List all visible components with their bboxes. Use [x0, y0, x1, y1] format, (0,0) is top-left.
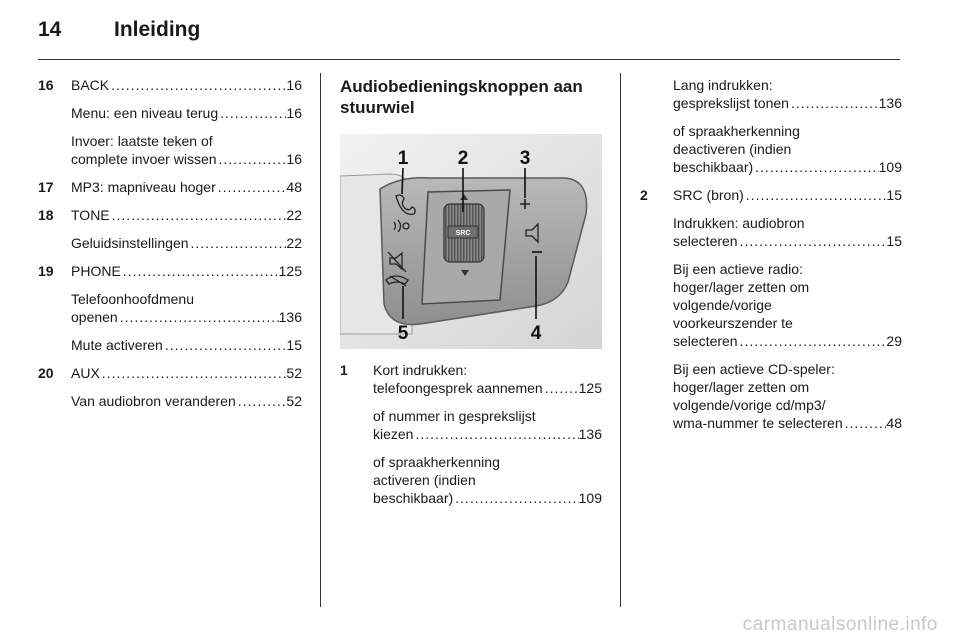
entry-text: openen: [71, 309, 118, 325]
page-reference: 48: [886, 415, 902, 431]
callout-2: 2: [457, 148, 469, 169]
dot-leader: [217, 150, 287, 168]
entry-line: [373, 379, 602, 397]
entry-line: [673, 76, 902, 94]
dot-leader: [738, 332, 887, 350]
toc-entry: [38, 290, 302, 326]
toc-entry: [640, 214, 902, 250]
entry-text: deactiveren (indien: [673, 141, 792, 157]
figure-src-label: SRC: [455, 230, 471, 237]
entry-text: Bij een actieve radio:: [673, 261, 803, 277]
callout-5: 5: [397, 323, 409, 344]
entry-line: [373, 361, 602, 379]
entry-text: PHONE: [71, 263, 121, 279]
entry-line: [71, 262, 302, 280]
entry-text: Mute activeren: [71, 337, 163, 353]
dot-leader: [189, 234, 287, 252]
dot-leader: [218, 104, 286, 122]
entry-line: [71, 150, 302, 168]
header-rule: [38, 59, 900, 60]
entry-text: SRC (bron): [673, 187, 744, 203]
entry-text: selecteren: [673, 233, 738, 249]
entry-number: 17: [38, 179, 54, 195]
entry-line: [673, 260, 902, 278]
watermark: carmanualsonline.info: [742, 614, 938, 635]
page-reference: 29: [886, 333, 902, 349]
entry-number: 19: [38, 263, 54, 279]
entry-line: [71, 392, 302, 410]
column-2-entries: [340, 361, 602, 507]
entry-text: beschikbaar): [673, 159, 754, 175]
entry-text: gesprekslijst tonen: [673, 95, 789, 111]
page-reference: 15: [886, 233, 902, 249]
entry-line: [71, 132, 302, 150]
callout-4: 4: [530, 323, 542, 344]
dot-leader: [118, 308, 279, 326]
callout-3: 3: [519, 148, 531, 169]
entry-text: telefoongesprek aannemen: [373, 380, 543, 396]
toc-entry: [38, 178, 302, 196]
dot-leader: [543, 379, 579, 397]
toc-entry: [340, 453, 602, 507]
dot-leader: [100, 364, 287, 382]
page-reference: 109: [578, 490, 602, 506]
entry-line: [673, 232, 902, 250]
dot-leader: [163, 336, 287, 354]
toc-entry: [38, 76, 302, 94]
entry-line: [673, 158, 902, 176]
entry-text: AUX: [71, 365, 100, 381]
entry-text: beschikbaar): [373, 490, 454, 506]
toc-entry: [640, 260, 902, 350]
entry-line: [673, 414, 902, 432]
entry-number: 20: [38, 365, 54, 381]
entry-text: activeren (indien: [373, 472, 476, 488]
entry-text: of nummer in gesprekslijst: [373, 408, 536, 424]
entry-line: [673, 332, 902, 350]
page-reference: 16: [286, 77, 302, 93]
column-3: [640, 76, 902, 442]
dot-leader: [753, 158, 878, 176]
entry-text: BACK: [71, 77, 110, 93]
toc-entry: [38, 104, 302, 122]
callout-1: 1: [397, 148, 409, 169]
page-reference: 22: [286, 235, 302, 251]
entry-line: [673, 360, 902, 378]
entry-line: [373, 489, 602, 507]
entry-text: Geluidsinstellingen: [71, 235, 189, 251]
entry-text: complete invoer wissen: [71, 151, 217, 167]
dot-leader: [453, 489, 578, 507]
entry-number: 18: [38, 207, 54, 223]
entry-text: volgende/vorige: [673, 297, 772, 313]
page-reference: 136: [578, 426, 602, 442]
entry-line: [71, 206, 302, 224]
page-header: [38, 18, 200, 42]
toc-entry: [38, 206, 302, 224]
entry-line: [373, 407, 602, 425]
entry-text: Van audiobron veranderen: [71, 393, 236, 409]
toc-entry: [38, 336, 302, 354]
entry-line: [673, 278, 902, 296]
section-title: Audiobedieningsknoppen aan stuurwiel: [340, 77, 583, 117]
entry-text: Telefoonhoofdmenu: [71, 291, 194, 307]
toc-entry: [38, 132, 302, 168]
column-1: [38, 76, 302, 420]
entry-line: [673, 186, 902, 204]
toc-entry: [38, 234, 302, 252]
page-reference: 15: [886, 187, 902, 203]
page-reference: 125: [278, 263, 302, 279]
entry-text: voorkeurszender te: [673, 315, 793, 331]
entry-line: [373, 425, 602, 443]
entry-line: [673, 140, 902, 158]
entry-line: [373, 453, 602, 471]
entry-text: volgende/vorige cd/mp3/: [673, 397, 826, 413]
entry-line: [71, 104, 302, 122]
entry-line: [673, 378, 902, 396]
entry-text: of spraakherkenning: [373, 454, 500, 470]
toc-entry: [640, 76, 902, 112]
entry-number: 1: [340, 362, 348, 378]
entry-line: [673, 122, 902, 140]
page-reference: 125: [578, 380, 602, 396]
page-reference: 16: [286, 151, 302, 167]
page-reference: 136: [878, 95, 902, 111]
dot-leader: [110, 206, 287, 224]
toc-entry: [38, 262, 302, 280]
dot-leader: [236, 392, 287, 410]
dot-leader: [738, 232, 887, 250]
entry-text: Indrukken: audiobron: [673, 215, 805, 231]
entry-line: [71, 308, 302, 326]
toc-entry: [340, 361, 602, 397]
entry-text: wma-nummer te selecteren: [673, 415, 843, 431]
entry-line: [673, 214, 902, 232]
entry-line: [71, 364, 302, 382]
column-2: [340, 76, 602, 517]
entry-line: [71, 234, 302, 252]
dot-leader: [413, 425, 578, 443]
dot-leader: [843, 414, 887, 432]
entry-text: TONE: [71, 207, 110, 223]
toc-entry: [640, 186, 902, 204]
page-reference: 48: [286, 179, 302, 195]
entry-number: 2: [640, 187, 648, 203]
column-divider-1: [320, 73, 321, 607]
toc-entry: [340, 407, 602, 443]
toc-entry: [38, 364, 302, 382]
entry-text: hoger/lager zetten om: [673, 279, 810, 295]
dot-leader: [216, 178, 287, 196]
toc-entry: [640, 360, 902, 432]
entry-text: MP3: mapniveau hoger: [71, 179, 216, 195]
entry-line: [373, 471, 602, 489]
page-reference: 136: [278, 309, 302, 325]
entry-number: 16: [38, 77, 54, 93]
dot-leader: [121, 262, 279, 280]
page-reference: 109: [878, 159, 902, 175]
entry-text: Bij een actieve CD-speler:: [673, 361, 835, 377]
page-reference: 16: [286, 105, 302, 121]
page-title: Inleiding: [114, 18, 201, 41]
entry-line: [71, 76, 302, 94]
page-number: 14: [38, 18, 62, 41]
toc-entry: [38, 392, 302, 410]
toc-entry: [640, 122, 902, 176]
entry-text: of spraakherkenning: [673, 123, 800, 139]
page-reference: 52: [286, 365, 302, 381]
entry-text: kiezen: [373, 426, 414, 442]
entry-text: Kort indrukken:: [373, 362, 468, 378]
entry-text: selecteren: [673, 333, 738, 349]
dot-leader: [109, 76, 286, 94]
entry-line: [71, 178, 302, 196]
entry-line: [673, 396, 902, 414]
dot-leader: [744, 186, 887, 204]
entry-text: Menu: een niveau terug: [71, 105, 219, 121]
entry-line: [71, 290, 302, 308]
column-divider-2: [620, 73, 621, 607]
entry-line: [673, 94, 902, 112]
steering-wheel-controls-figure: [340, 134, 602, 349]
entry-line: [673, 314, 902, 332]
entry-text: hoger/lager zetten om: [673, 379, 810, 395]
page-reference: 52: [286, 393, 302, 409]
dot-leader: [789, 94, 879, 112]
entry-text: Invoer: laatste teken of: [71, 133, 213, 149]
page-reference: 15: [286, 337, 302, 353]
entry-line: [71, 336, 302, 354]
entry-text: Lang indrukken:: [673, 77, 773, 93]
page-reference: 22: [286, 207, 302, 223]
entry-line: [673, 296, 902, 314]
